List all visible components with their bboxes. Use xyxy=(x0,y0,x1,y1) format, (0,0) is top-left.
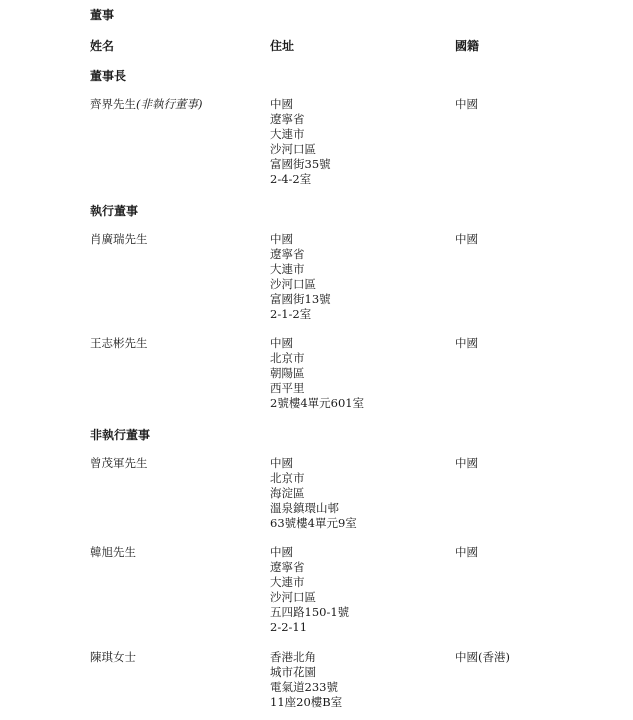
address-line: 中國 xyxy=(270,456,293,470)
director-address xyxy=(270,336,364,411)
director-address xyxy=(270,97,331,187)
address-line: 2號樓4單元601室 xyxy=(270,396,365,410)
address-line: 富國街13號 xyxy=(270,292,331,306)
director-address xyxy=(270,456,357,531)
address-line: 北京市 xyxy=(270,351,305,365)
category-non-executive-directors: 非執行董事 xyxy=(90,428,151,442)
director-nationality: 中國 xyxy=(455,545,478,559)
column-header-address: 住址 xyxy=(270,39,295,53)
section-heading: 董事 xyxy=(90,8,115,22)
director-name: 齊界先生(非執行董事) xyxy=(90,97,203,111)
address-line: 西平里 xyxy=(270,381,305,395)
address-line: 香港北角 xyxy=(270,650,316,664)
address-line: 2-2-11 xyxy=(270,620,308,634)
director-name: 肖廣瑞先生 xyxy=(90,232,148,246)
address-line: 63號樓4單元9室 xyxy=(270,516,357,530)
director-name: 陳琪女士 xyxy=(90,650,136,664)
column-header-name: 姓名 xyxy=(90,39,115,53)
address-line: 大連市 xyxy=(270,262,305,276)
category-chairman: 董事長 xyxy=(90,69,127,83)
director-nationality: 中國 xyxy=(455,97,478,111)
address-line: 中國 xyxy=(270,545,293,559)
address-line: 2-4-2室 xyxy=(270,172,312,186)
address-line: 溫泉鎮環山邨 xyxy=(270,501,339,515)
address-line: 朝陽區 xyxy=(270,366,305,380)
address-line: 五四路150-1號 xyxy=(270,605,350,619)
director-address xyxy=(270,650,342,710)
director-address xyxy=(270,232,331,322)
address-line: 遼寧省 xyxy=(270,112,305,126)
director-name: 韓旭先生 xyxy=(90,545,136,559)
director-name: 王志彬先生 xyxy=(90,336,148,350)
director-nationality: 中國 xyxy=(455,232,478,246)
address-line: 北京市 xyxy=(270,471,305,485)
address-line: 2-1-2室 xyxy=(270,307,312,321)
address-line: 大連市 xyxy=(270,575,305,589)
address-line: 中國 xyxy=(270,232,293,246)
address-line: 大連市 xyxy=(270,127,305,141)
director-role-note: (非執行董事) xyxy=(136,97,203,111)
director-nationality: 中國(香港) xyxy=(455,650,510,664)
address-line: 遼寧省 xyxy=(270,560,305,574)
director-name: 曾茂軍先生 xyxy=(90,456,148,470)
address-line: 遼寧省 xyxy=(270,247,305,261)
category-executive-directors: 執行董事 xyxy=(90,204,139,218)
address-line: 電氣道233號 xyxy=(270,680,338,694)
address-line: 中國 xyxy=(270,336,293,350)
director-address xyxy=(270,545,349,635)
address-line: 沙河口區 xyxy=(270,142,316,156)
address-line: 城市花園 xyxy=(270,665,316,679)
director-nationality: 中國 xyxy=(455,456,478,470)
address-line: 11座20樓B室 xyxy=(270,695,343,709)
address-line: 富國街35號 xyxy=(270,157,331,171)
address-line: 沙河口區 xyxy=(270,590,316,604)
address-line: 海淀區 xyxy=(270,486,305,500)
director-nationality: 中國 xyxy=(455,336,478,350)
address-line: 沙河口區 xyxy=(270,277,316,291)
column-header-nationality: 國籍 xyxy=(455,39,480,53)
address-line: 中國 xyxy=(270,97,293,111)
